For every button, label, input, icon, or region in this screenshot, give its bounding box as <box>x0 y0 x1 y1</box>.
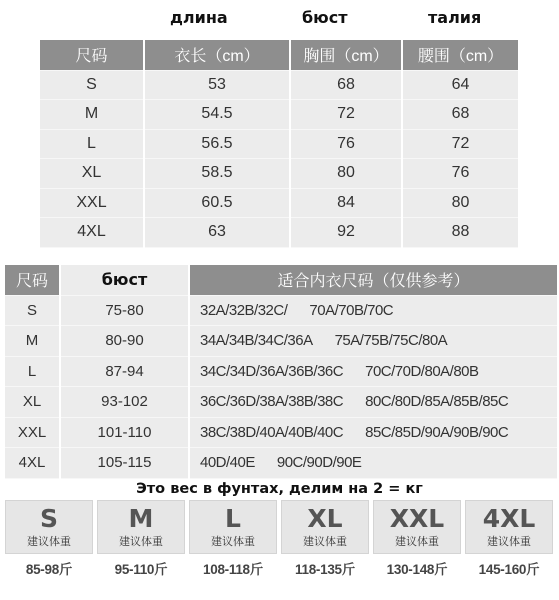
card-weight: 118-135斤 <box>295 562 355 577</box>
table-row <box>40 188 518 218</box>
waist-cell: 68 <box>402 100 518 130</box>
fit-cell <box>189 417 557 448</box>
bust-cell: 80 <box>290 159 402 189</box>
card-label: 建议体重 <box>395 536 439 548</box>
size-badge <box>465 500 553 554</box>
card-size: XXL <box>389 504 445 533</box>
size-cell: XXL <box>40 188 144 218</box>
bust-cell: 92 <box>290 218 402 248</box>
bust-cell: 84 <box>290 188 402 218</box>
fit-secondary: 75A/75B/75C/80A <box>334 332 448 350</box>
table-row <box>5 326 557 357</box>
weight-card-4xl <box>465 500 553 578</box>
fit-cell <box>189 295 557 326</box>
size-cell: L <box>5 356 60 387</box>
fit-secondary: 80C/80D/85A/85B/85C <box>365 393 509 411</box>
bust-cell: 72 <box>290 100 402 130</box>
size-cell: XL <box>40 159 144 189</box>
fit-cell <box>189 356 557 387</box>
table-row <box>40 129 518 159</box>
card-size: L <box>225 504 241 533</box>
table-row <box>5 417 557 448</box>
weight-card-s <box>5 500 93 578</box>
card-weight: 108-118斤 <box>203 562 263 577</box>
length-cell: 54.5 <box>144 100 290 130</box>
table-row <box>5 387 557 418</box>
length-cell: 53 <box>144 70 290 100</box>
header-cell: 尺码 <box>5 265 60 295</box>
table-row <box>40 159 518 189</box>
table-row <box>5 356 557 387</box>
length-cell: 60.5 <box>144 188 290 218</box>
waist-cell: 76 <box>402 159 518 189</box>
weight-card-l <box>189 500 277 578</box>
length-label: длина <box>170 8 228 27</box>
waist-label: талия <box>428 8 482 27</box>
card-label: 建议体重 <box>27 536 71 548</box>
size-cell: M <box>5 326 60 357</box>
fit-secondary: 85C/85D/90A/90B/90C <box>365 423 509 441</box>
size-badge <box>97 500 185 554</box>
size-cell: XXL <box>5 417 60 448</box>
weight-note: Это вес в фунтах, делим на 2 = кг <box>136 481 423 497</box>
fit-primary: 34A/34B/34C/36A <box>200 332 313 350</box>
fit-primary: 40D/40E <box>200 454 255 472</box>
bust-label: бюст <box>302 8 348 27</box>
header-cell: бюст <box>60 265 189 295</box>
fit-primary: 32A/32B/32C/ <box>200 301 288 319</box>
bust-range-cell: 75-80 <box>60 295 189 326</box>
size-cell: 4XL <box>40 218 144 248</box>
table-row <box>40 218 518 248</box>
card-size: XL <box>307 504 343 533</box>
header-cell: 衣长（cm） <box>144 40 290 70</box>
card-weight: 130-148斤 <box>386 562 448 577</box>
bust-cell: 68 <box>290 70 402 100</box>
fit-cell <box>189 448 557 479</box>
card-label: 建议体重 <box>119 536 163 548</box>
bust-range-cell: 80-90 <box>60 326 189 357</box>
size-badge <box>189 500 277 554</box>
header-cell: 尺码 <box>40 40 144 70</box>
fit-cell <box>189 387 557 418</box>
card-weight: 95-110斤 <box>114 562 168 577</box>
fit-cell <box>189 326 557 357</box>
waist-cell: 64 <box>402 70 518 100</box>
header-cell: 胸围（cm） <box>290 40 402 70</box>
fit-primary: 34C/34D/36A/36B/36C <box>200 362 344 380</box>
bust-range-cell: 105-115 <box>60 448 189 479</box>
card-size: M <box>128 504 154 533</box>
bust-cell: 76 <box>290 129 402 159</box>
size-badge <box>5 500 93 554</box>
size-cell: S <box>5 295 60 326</box>
size-badge <box>281 500 369 554</box>
card-size: 4XL <box>482 504 536 533</box>
waist-cell: 80 <box>402 188 518 218</box>
weight-card-xxl <box>373 500 461 578</box>
header-cell: 适合内衣尺码（仅供参考） <box>189 265 557 295</box>
table-row <box>5 448 557 479</box>
fit-secondary: 90C/90D/90E <box>276 454 362 472</box>
weight-cards <box>5 500 555 578</box>
waist-cell: 72 <box>402 129 518 159</box>
table-row <box>40 100 518 130</box>
bust-range-cell: 87-94 <box>60 356 189 387</box>
card-label: 建议体重 <box>303 536 347 548</box>
table-row <box>5 295 557 326</box>
weight-card-m <box>97 500 185 578</box>
fit-primary: 38C/38D/40A/40B/40C <box>200 423 344 441</box>
fit-secondary: 70C/70D/80A/80B <box>365 362 479 380</box>
card-label: 建议体重 <box>211 536 255 548</box>
length-cell: 58.5 <box>144 159 290 189</box>
size-cell: XL <box>5 387 60 418</box>
table-header-row <box>5 265 557 295</box>
fit-primary: 36C/36D/38A/38B/38C <box>200 393 344 411</box>
fit-secondary: 70A/70B/70C <box>309 301 394 319</box>
card-size: S <box>39 504 58 533</box>
weight-card-xl <box>281 500 369 578</box>
size-badge <box>373 500 461 554</box>
bra-size-table <box>5 265 557 479</box>
table-header-row <box>40 40 518 70</box>
size-cell: 4XL <box>5 448 60 479</box>
card-weight: 85-98斤 <box>25 562 73 577</box>
size-cell: L <box>40 129 144 159</box>
header-cell: 腰围（cm） <box>402 40 518 70</box>
size-cell: M <box>40 100 144 130</box>
length-cell: 63 <box>144 218 290 248</box>
length-cell: 56.5 <box>144 129 290 159</box>
bust-range-cell: 101-110 <box>60 417 189 448</box>
table-row <box>40 70 518 100</box>
card-label: 建议体重 <box>487 536 531 548</box>
size-cell: S <box>40 70 144 100</box>
waist-cell: 88 <box>402 218 518 248</box>
bust-range-cell: 93-102 <box>60 387 189 418</box>
garment-size-table <box>40 40 518 248</box>
table1-top-labels <box>0 8 559 32</box>
card-weight: 145-160斤 <box>478 562 540 577</box>
